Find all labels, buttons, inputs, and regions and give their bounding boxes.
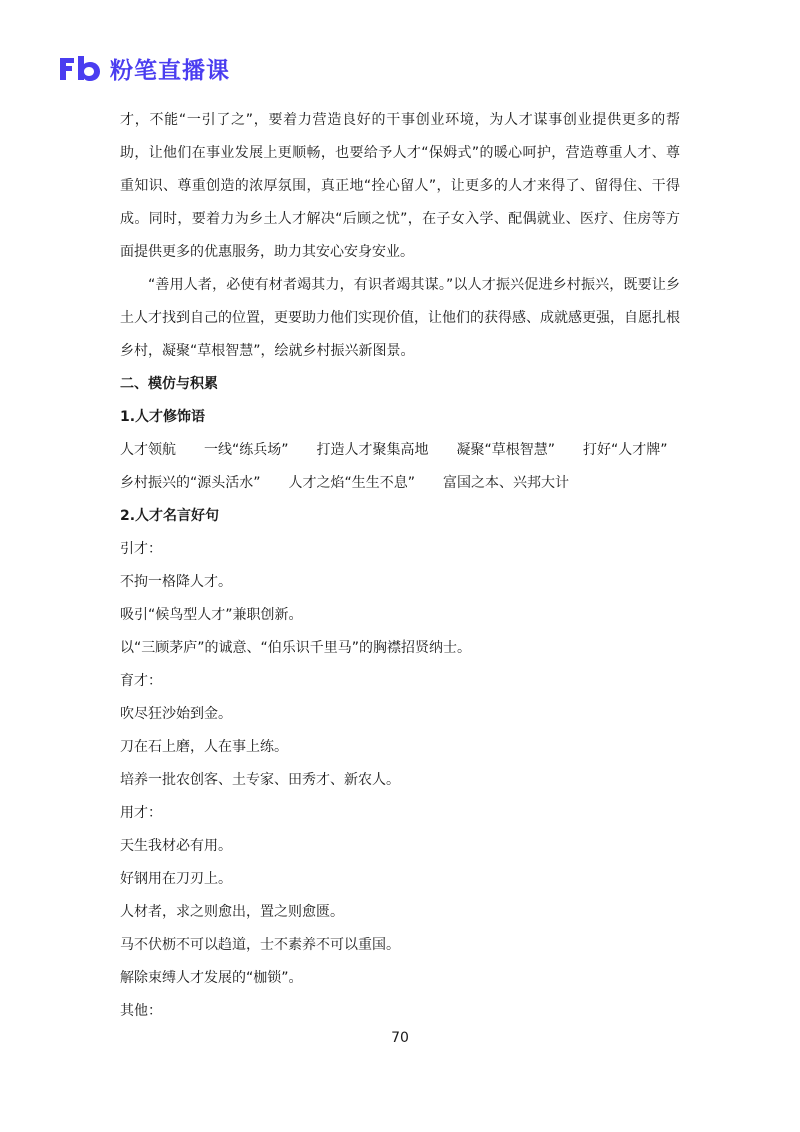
quote-line: 其他： <box>120 1003 162 1019</box>
quote-line: 天生我材必有用。 <box>120 838 232 854</box>
phrase-row <box>120 434 680 467</box>
quote-line: 培养一批农创客、土专家、田秀才、新农人。 <box>120 772 400 788</box>
quote-line: 解除束缚人才发展的“枷锁”。 <box>120 970 303 986</box>
quote-line: 用才： <box>120 805 162 821</box>
quote-line: 引才： <box>120 541 162 557</box>
body-paragraph: 才，不能“一引了之”，要着力营造良好的干事创业环境，为人才谋事创业提供更多的帮助，让他们在事业发展上更顺畅，也要给予人才“保姆式”的暖心呵护，营造尊重人才、尊重知识、尊重创造的浓厚氛围，真正地“拴心留人”，让更多的人才来得了、留得住、干得成。同时，要着力为乡土人才解决“后顾之忧”，在子女入学、配偶就业、医疗、住房等方面提供更多的优惠服务，助力其安心安身安业。 <box>120 112 680 260</box>
quote-line: 不拘一格降人才。 <box>120 574 232 590</box>
phrase: 打造人才聚集高地 <box>316 442 429 458</box>
phrase-row <box>120 467 680 500</box>
quote-line: 以“三顾茅庐”的诚意、“伯乐识千里马”的胸襟招贤纳士。 <box>120 640 472 656</box>
quote-line: 吹尽狂沙始到金。 <box>120 706 232 722</box>
document-body <box>120 104 680 1028</box>
phrase: 凝聚“草根智慧” <box>456 442 556 458</box>
sub-heading-modifiers: 1.人才修饰语 <box>120 409 206 425</box>
phrase: 人才之焰“生生不息” <box>288 475 416 491</box>
quote-line: 育才： <box>120 673 162 689</box>
phrase: 乡村振兴的“源头活水” <box>120 475 261 491</box>
sub-heading-quotes: 2.人才名言好句 <box>120 508 220 524</box>
quote-line: 刀在石上磨，人在事上练。 <box>120 739 288 755</box>
header <box>58 52 230 84</box>
quote-line: 人材者，求之则愈出，置之则愈匮。 <box>120 904 344 920</box>
phrase: 富国之本、兴邦大计 <box>443 475 570 491</box>
page-number: 70 <box>391 1030 409 1046</box>
fenbi-logo-icon <box>58 54 102 82</box>
body-paragraph: “善用人者，必使有材者竭其力，有识者竭其谋。”以人才振兴促进乡村振兴，既要让乡土人才找到自己的位置，更要助力他们实现价值，让他们的获得感、成就感更强，自愿扎根乡村，凝聚“草根智慧”，绘就乡村振兴新图景。 <box>120 277 680 359</box>
phrase: 人才领航 <box>120 442 176 458</box>
quote-line: 吸引“候鸟型人才”兼职创新。 <box>120 607 303 623</box>
quote-line: 马不伏枥不可以趋道，士不素养不可以重国。 <box>120 937 400 953</box>
phrase: 一线“练兵场” <box>204 442 289 458</box>
brand-name: 粉笔直播课 <box>110 57 230 84</box>
section-heading: 二、模仿与积累 <box>120 376 218 392</box>
quote-line: 好钢用在刀刃上。 <box>120 871 232 887</box>
phrase: 打好“人才牌” <box>583 442 668 458</box>
